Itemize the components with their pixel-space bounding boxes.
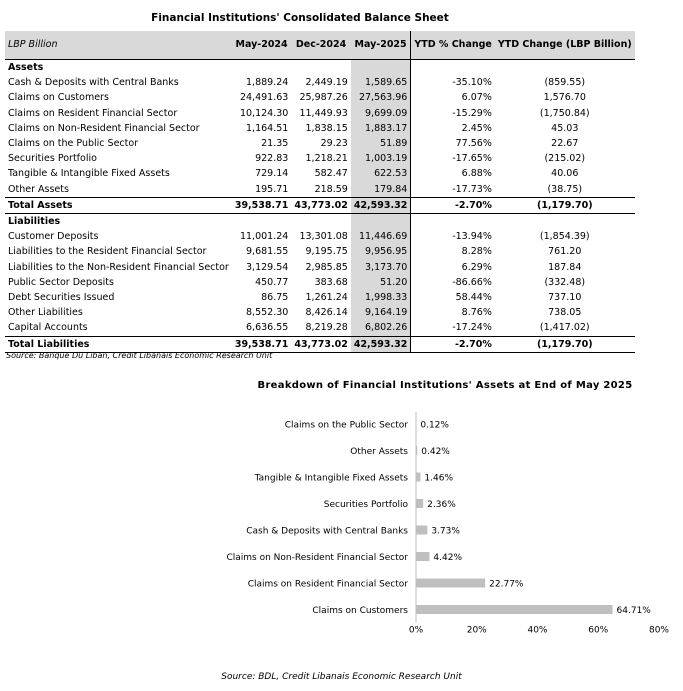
value-may-2025: 179.84 [351,182,411,198]
table-header-row [5,31,635,60]
table-row [5,151,635,166]
row-label: Cash & Deposits with Central Banks [8,77,179,89]
section-title: Liabilities [5,214,232,230]
section-row [5,60,635,76]
value-dec-2024: 1,218.21 [305,153,348,165]
ytd-pct-change: 8.76% [411,305,495,320]
row-label: Capital Accounts [8,322,88,334]
category-label: Tangible & Intangible Fixed Assets [254,473,408,484]
x-tick-label: 60% [588,625,609,636]
value-may-2025: 42,593.32 [351,336,411,352]
table-row [5,106,635,121]
blank-cell [495,60,635,76]
total-row [5,336,635,352]
header-may-2024: May-2024 [232,31,292,60]
value-dec-2024: 218.59 [314,183,348,195]
category-label: Claims on the Public Sector [284,420,408,431]
ytd-pct-change: -86.66% [411,275,495,290]
header-dec-2024: Dec-2024 [291,31,351,60]
value-may-2024: 21.35 [261,138,289,150]
category-label: Claims on Resident Financial Sector [247,579,408,590]
ytd-change: 45.03 [551,122,579,134]
value-may-2024: 11,001.24 [239,231,289,243]
blank-cell [232,214,292,230]
value-dec-2024: 43,773.02 [291,336,351,352]
value-dec-2024: 43,773.02 [291,197,351,213]
value-may-2024: 1,889.24 [246,77,289,89]
row-label: Other Liabilities [8,307,83,319]
category-label: Claims on Customers [312,606,408,616]
row-label: Customer Deposits [8,231,99,243]
section-row [5,214,635,230]
data-label: 0.12% [420,420,449,431]
value-dec-2024: 13,301.08 [299,231,348,243]
header-may-2025: May-2025 [351,31,411,60]
value-may-2024: 6,636.55 [246,322,289,334]
blank-cell [291,60,351,76]
table-row [5,275,635,290]
unit-label: LBP Billion [5,31,232,60]
blank-cell [291,214,351,230]
ytd-pct-change: 6.07% [411,90,495,105]
value-may-2025: 9,699.09 [351,106,411,121]
value-dec-2024: 1,261.24 [305,292,348,304]
value-dec-2024: 29.23 [320,138,348,150]
data-label: 1.46% [424,473,454,484]
table-row [5,290,635,305]
ytd-change: 737.10 [548,292,582,304]
value-may-2025: 3,173.70 [351,260,411,275]
ytd-pct-change: -17.73% [411,182,495,198]
chart-title: Breakdown of Financial Institutions' Assets at End of May 2025 [257,380,633,391]
table-row [5,320,635,336]
value-may-2025: 42,593.32 [351,197,411,213]
value-may-2024: 195.71 [255,183,289,195]
row-label: Tangible & Intangible Fixed Assets [8,168,170,180]
ytd-pct-change: -17.24% [411,320,495,336]
value-may-2025: 1,998.33 [351,290,411,305]
blank-cell [351,214,411,230]
ytd-pct-change: 2.45% [411,121,495,136]
table-row [5,166,635,181]
value-dec-2024: 383.68 [314,276,348,288]
value-dec-2024: 11,449.93 [299,107,348,119]
value-dec-2024: 1,838.15 [305,122,348,134]
data-label: 3.73% [431,526,460,537]
table-row [5,229,635,244]
value-dec-2024: 582.47 [314,168,348,180]
ytd-pct-change: -13.94% [411,229,495,244]
ytd-pct-change: 6.29% [411,260,495,275]
blank-cell [351,60,411,76]
value-may-2024: 922.83 [255,153,289,165]
value-may-2025: 622.53 [351,166,411,181]
header-ytd-pct: YTD % Change [411,31,495,60]
chart-source-note: Source: BDL, Credit Libanais Economic Research Unit [221,672,462,682]
table-title: Financial Institutions' Consolidated Balance Sheet [151,12,449,24]
value-may-2025: 51.20 [351,275,411,290]
row-label: Claims on the Public Sector [8,138,139,150]
row-label: Claims on Customers [8,92,109,104]
value-may-2024: 1,164.51 [246,122,289,134]
value-may-2024: 8,552.30 [246,307,289,319]
value-may-2024: 729.14 [255,168,289,180]
assets-breakdown-bar-chart [0,400,683,665]
blank-cell [411,214,495,230]
ytd-pct-change: 58.44% [411,290,495,305]
section-title: Assets [5,60,232,76]
row-label: Securities Portfolio [8,153,97,165]
ytd-change: (1,854.39) [539,231,590,243]
header-ytd-change: YTD Change (LBP Billion) [495,31,635,60]
ytd-pct-change: -17.65% [411,151,495,166]
row-label: Liabilities to the Non-Resident Financial Sector [8,261,229,273]
row-label: Total Liabilities [5,336,232,352]
ytd-change: 22.67 [551,138,579,150]
blank-cell [232,60,292,76]
ytd-change: (859.55) [544,77,586,89]
row-label: Claims on Non-Resident Financial Sector [8,122,200,134]
ytd-pct-change: 8.28% [411,244,495,259]
data-label: 64.71% [616,606,651,616]
value-dec-2024: 2,985.85 [305,261,348,273]
value-may-2025: 9,164.19 [351,305,411,320]
value-may-2024: 9,681.55 [246,246,289,258]
value-may-2025: 1,883.17 [351,121,411,136]
x-tick-label: 0% [408,625,424,636]
ytd-change: (1,417.02) [539,322,590,334]
value-may-2025: 9,956.95 [351,244,411,259]
bar [416,473,420,482]
table-source-note: Source: Banque Du Liban, Credit Libanais Economic Research Unit [6,351,273,360]
category-label: Cash & Deposits with Central Banks [246,526,408,537]
bar [416,579,485,588]
value-may-2024: 450.77 [255,276,289,288]
bar [416,526,427,535]
value-dec-2024: 8,219.28 [305,322,348,334]
table-row [5,305,635,320]
x-tick-label: 80% [648,625,670,636]
row-label: Public Sector Deposits [8,276,114,288]
value-dec-2024: 2,449.19 [305,77,348,89]
bar [416,420,417,429]
bar [416,605,613,614]
ytd-pct-change: 77.56% [411,136,495,151]
x-tick-label: 40% [527,625,548,636]
table-row [5,244,635,259]
value-dec-2024: 9,195.75 [305,246,348,258]
value-may-2025: 1,003.19 [351,151,411,166]
value-may-2025: 6,802.26 [351,320,411,336]
category-label: Other Assets [350,447,408,457]
table-row [5,182,635,198]
bar [416,552,429,561]
table-row [5,90,635,105]
row-label: Liabilities to the Resident Financial Sector [8,246,207,258]
data-label: 2.36% [427,500,456,510]
ytd-change: 738.05 [548,307,582,319]
table-row [5,136,635,151]
value-may-2024: 39,538.71 [232,336,292,352]
ytd-pct-change: 6.88% [411,166,495,181]
ytd-change: 40.06 [551,168,579,180]
balance-sheet-table [5,31,635,353]
table-row [5,121,635,136]
row-label: Claims on Resident Financial Sector [8,107,178,119]
value-may-2024: 86.75 [261,292,289,304]
value-may-2025: 27,563.96 [351,90,411,105]
row-label: Total Assets [5,197,232,213]
ytd-pct-change: -2.70% [411,336,495,352]
ytd-change: (1,750.84) [539,107,590,119]
category-label: Claims on Non-Resident Financial Sector [226,553,408,563]
table-row [5,260,635,275]
value-may-2024: 24,491.63 [239,92,289,104]
bar [416,446,417,455]
value-may-2024: 10,124.30 [239,107,289,119]
bar [416,499,423,508]
ytd-change: (1,179.70) [495,336,635,352]
value-may-2024: 3,129.54 [246,261,289,273]
ytd-change: 1,576.70 [543,92,586,104]
ytd-pct-change: -35.10% [411,75,495,90]
x-tick-label: 20% [466,625,487,636]
ytd-change: 761.20 [548,246,582,258]
table-row [5,75,635,90]
row-label: Debt Securities Issued [8,292,115,304]
ytd-change: (215.02) [544,153,586,165]
ytd-change: (38.75) [547,183,583,195]
row-label: Other Assets [8,183,69,195]
data-label: 4.42% [433,553,463,563]
value-may-2025: 1,589.65 [351,75,411,90]
value-dec-2024: 8,426.14 [305,307,348,319]
ytd-pct-change: -2.70% [411,197,495,213]
ytd-pct-change: -15.29% [411,106,495,121]
blank-cell [411,60,495,76]
value-dec-2024: 25,987.26 [299,92,348,104]
value-may-2025: 11,446.69 [351,229,411,244]
ytd-change: (332.48) [544,276,586,288]
ytd-change: 187.84 [548,261,582,273]
total-row [5,197,635,213]
value-may-2025: 51.89 [351,136,411,151]
value-may-2024: 39,538.71 [232,197,292,213]
data-label: 22.77% [489,579,524,590]
blank-cell [495,214,635,230]
category-label: Securities Portfolio [323,500,408,510]
data-label: 0.42% [421,447,450,457]
ytd-change: (1,179.70) [495,197,635,213]
